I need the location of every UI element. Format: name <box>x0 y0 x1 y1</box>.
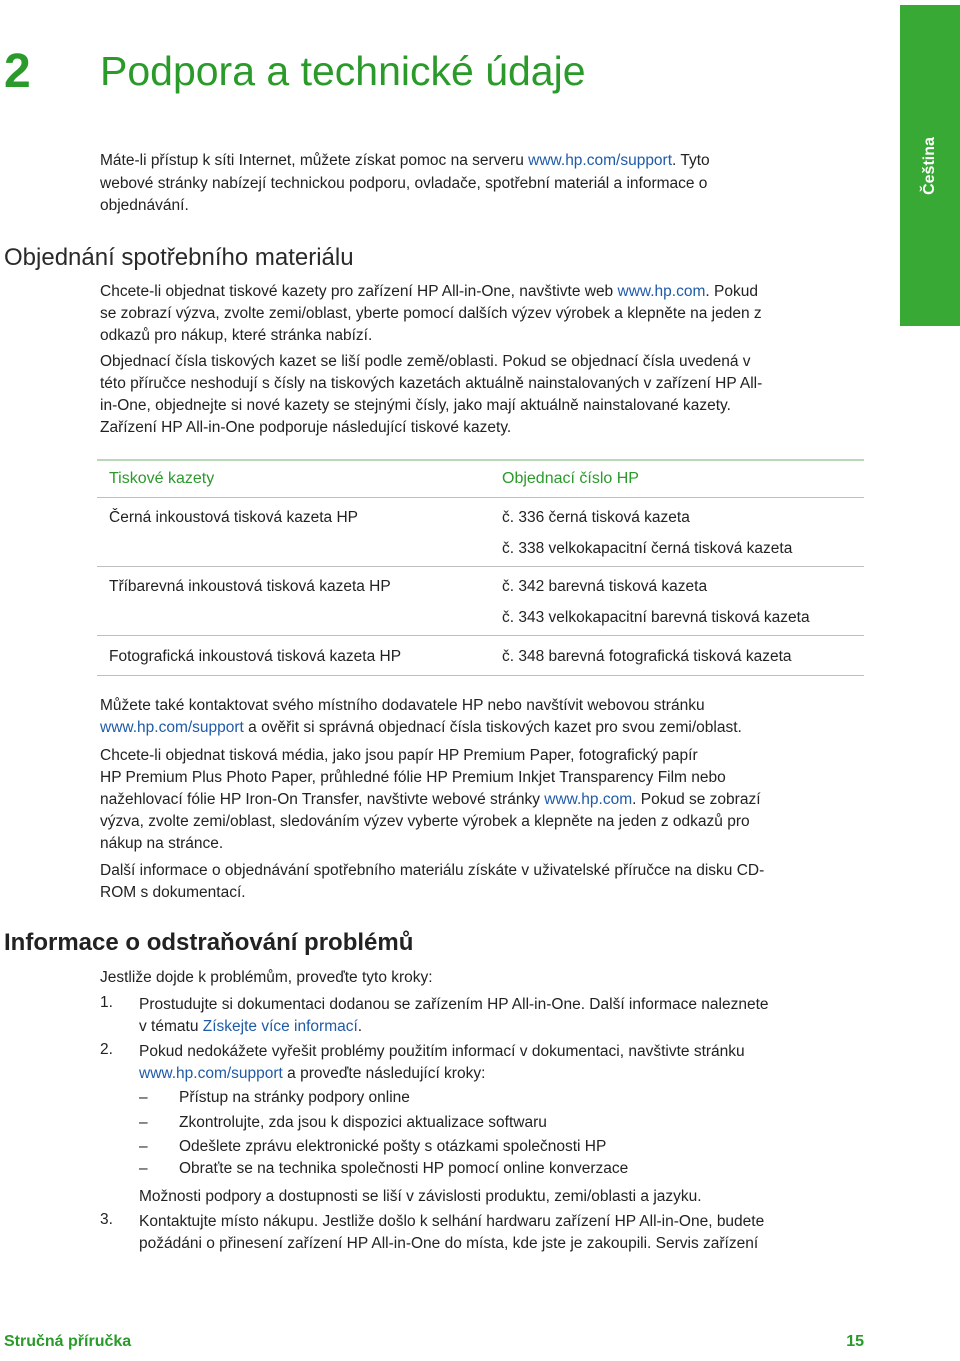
support-link[interactable]: www.hp.com/support <box>139 1065 283 1082</box>
support-link[interactable]: www.hp.com/support <box>528 152 673 169</box>
text: . Pokud <box>705 283 758 300</box>
table-cell-number: č. 338 velkokapacitní černá tisková kazeta <box>502 540 793 557</box>
text-line: odkazů pro nákup, které stránka nabízí. <box>100 327 373 344</box>
table-cell-cartridge: Černá inkoustová tisková kazeta HP <box>109 509 358 526</box>
list-item: Přístup na stránky podpory online <box>179 1089 410 1106</box>
text-line: HP Premium Plus Photo Paper, průhledné fólie HP Premium Inkjet Transparency Film nebo <box>100 769 726 786</box>
footer-guide-title: Stručná příručka <box>4 1333 132 1350</box>
step-number: 3. <box>100 1211 113 1228</box>
text-line: Prostudujte si dokumentaci dodanou se zařízením HP All-in-One. Další informace naleznete <box>139 996 769 1013</box>
bullet-dash: – <box>139 1160 148 1177</box>
text-line: nákup na stránce. <box>100 835 224 852</box>
support-link[interactable]: www.hp.com/support <box>100 719 244 736</box>
table-rule <box>97 459 864 461</box>
text: Chcete-li objednat tiskové kazety pro zařízení HP All-in-One, navštivte web <box>100 283 618 300</box>
table-cell-cartridge: Fotografická inkoustová tisková kazeta HP <box>109 648 402 665</box>
text-line: in-One, objednejte si nové kazety se stejnými čísly, jako mají aktuálně nainstalované kazety. <box>100 397 731 414</box>
intro-line: webové stránky nabízejí technickou podporu, ovladače, spotřební materiál a informace o <box>100 174 708 192</box>
section-heading-troubleshooting: Informace o odstraňování problémů <box>4 929 414 956</box>
intro-paragraph <box>100 150 860 218</box>
text: v tématu <box>139 1018 203 1035</box>
hp-link[interactable]: www.hp.com <box>544 791 633 808</box>
step-number: 1. <box>100 994 113 1011</box>
chapter-title: Podpora a technické údaje <box>100 48 586 94</box>
intro-text: . Tyto <box>672 152 710 169</box>
cartridge-table <box>97 459 864 677</box>
supplies-paragraph-2 <box>100 351 860 439</box>
contact-paragraph <box>100 695 860 739</box>
table-rule <box>97 497 864 498</box>
text-line: ROM s dokumentací. <box>100 884 246 901</box>
text-line: Další informace o objednávání spotřebního materiálu získáte v uživatelské příručce na disku CD- <box>100 862 765 879</box>
language-tab-label: Čeština <box>921 136 938 195</box>
text-line: Zařízení HP All-in-One podporuje následující tiskové kazety. <box>100 419 512 436</box>
text-line: se zobrazí výzva, zvolte zemi/oblast, yberte pomocí dalších výzev výrobek a klepněte na jeden z <box>100 305 762 322</box>
text-line: této příručce neshodují s čísly na tiskových kazetách aktuálně nainstalovaných v zařízení HP All- <box>100 375 763 392</box>
intro-line: objednávání. <box>100 197 189 214</box>
list-item: Obraťte se na technika společnosti HP pomocí online konverzace <box>179 1160 629 1177</box>
text-line: Kontaktujte místo nákupu. Jestliže došlo k selhání hardwaru zařízení HP All-in-One, budete <box>139 1213 765 1230</box>
media-paragraph <box>100 745 860 855</box>
table-cell-number: č. 348 barevná fotografická tisková kazeta <box>502 648 792 665</box>
text-line: Chcete-li objednat tisková média, jako jsou papír HP Premium Paper, fotografický papír <box>100 747 698 764</box>
table-cell-number: č. 343 velkokapacitní barevná tisková kazeta <box>502 609 810 626</box>
text: . <box>357 1018 363 1035</box>
cdrom-paragraph <box>100 860 860 904</box>
text-line: Můžete také kontaktovat svého místního dodavatele HP nebo navštívit webovou stránku <box>100 697 705 714</box>
troubleshooting-intro: Jestliže dojde k problémům, proveďte tyto kroky: <box>100 969 433 986</box>
text-line: výzva, zvolte zemi/oblast, sledováním výzev vyberte výrobek a klepněte na jeden z odkazů pro <box>100 813 750 830</box>
bullet-dash: – <box>139 1114 148 1131</box>
text: nažehlovací fólie HP Iron-On Transfer, navštivte webové stránky <box>100 791 545 808</box>
list-item: Zkontrolujte, zda jsou k dispozici aktualizace softwaru <box>179 1114 547 1131</box>
section-heading-supplies: Objednání spotřebního materiálu <box>4 244 354 271</box>
table-header-order-number: Objednací číslo HP <box>502 470 639 487</box>
bullet-dash: – <box>139 1138 148 1155</box>
step-3 <box>139 1211 864 1255</box>
text: a proveďte následující kroky: <box>282 1065 486 1082</box>
step-1 <box>139 994 864 1038</box>
supplies-paragraph-1 <box>100 281 860 347</box>
table-header-cartridges: Tiskové kazety <box>109 470 215 487</box>
bullet-dash: – <box>139 1089 148 1106</box>
text: a ověřit si správná objednací čísla tiskových kazet pro svou zemi/oblast. <box>243 719 742 736</box>
table-cell-number: č. 336 černá tisková kazeta <box>502 509 690 526</box>
step-number: 2. <box>100 1041 113 1058</box>
table-rule <box>97 675 864 676</box>
table-cell-number: č. 342 barevná tisková kazeta <box>502 578 708 595</box>
intro-text: Máte-li přístup k síti Internet, můžete získat pomoc na serveru <box>100 152 529 169</box>
support-note: Možnosti podpory a dostupnosti se liší v závislosti produktu, zemi/oblasti a jazyku. <box>139 1188 702 1205</box>
step-2 <box>139 1041 864 1085</box>
table-rule <box>97 566 864 567</box>
page-number: 15 <box>846 1333 864 1350</box>
table-cell-cartridge: Tříbarevná inkoustová tisková kazeta HP <box>109 578 391 595</box>
hp-link[interactable]: www.hp.com <box>617 283 706 300</box>
text: . Pokud se zobrazí <box>632 791 761 808</box>
text-line: Objednací čísla tiskových kazet se liší podle země/oblasti. Pokud se objednací čísla uvedená v <box>100 353 751 370</box>
text-line: požádáni o přinesení zařízení HP All-in-One do místa, kde jste je zakoupili. Servis zařízení <box>139 1235 759 1252</box>
text-line: Pokud nedokážete vyřešit problémy použitím informací v dokumentaci, navštivte stránku <box>139 1043 745 1060</box>
chapter-number: 2 <box>4 45 31 98</box>
table-rule <box>97 635 864 636</box>
list-item: Odešlete zprávu elektronické pošty s otázkami společnosti HP <box>179 1138 607 1155</box>
more-info-link[interactable]: Získejte více informací <box>202 1018 358 1035</box>
language-tab <box>900 5 960 326</box>
